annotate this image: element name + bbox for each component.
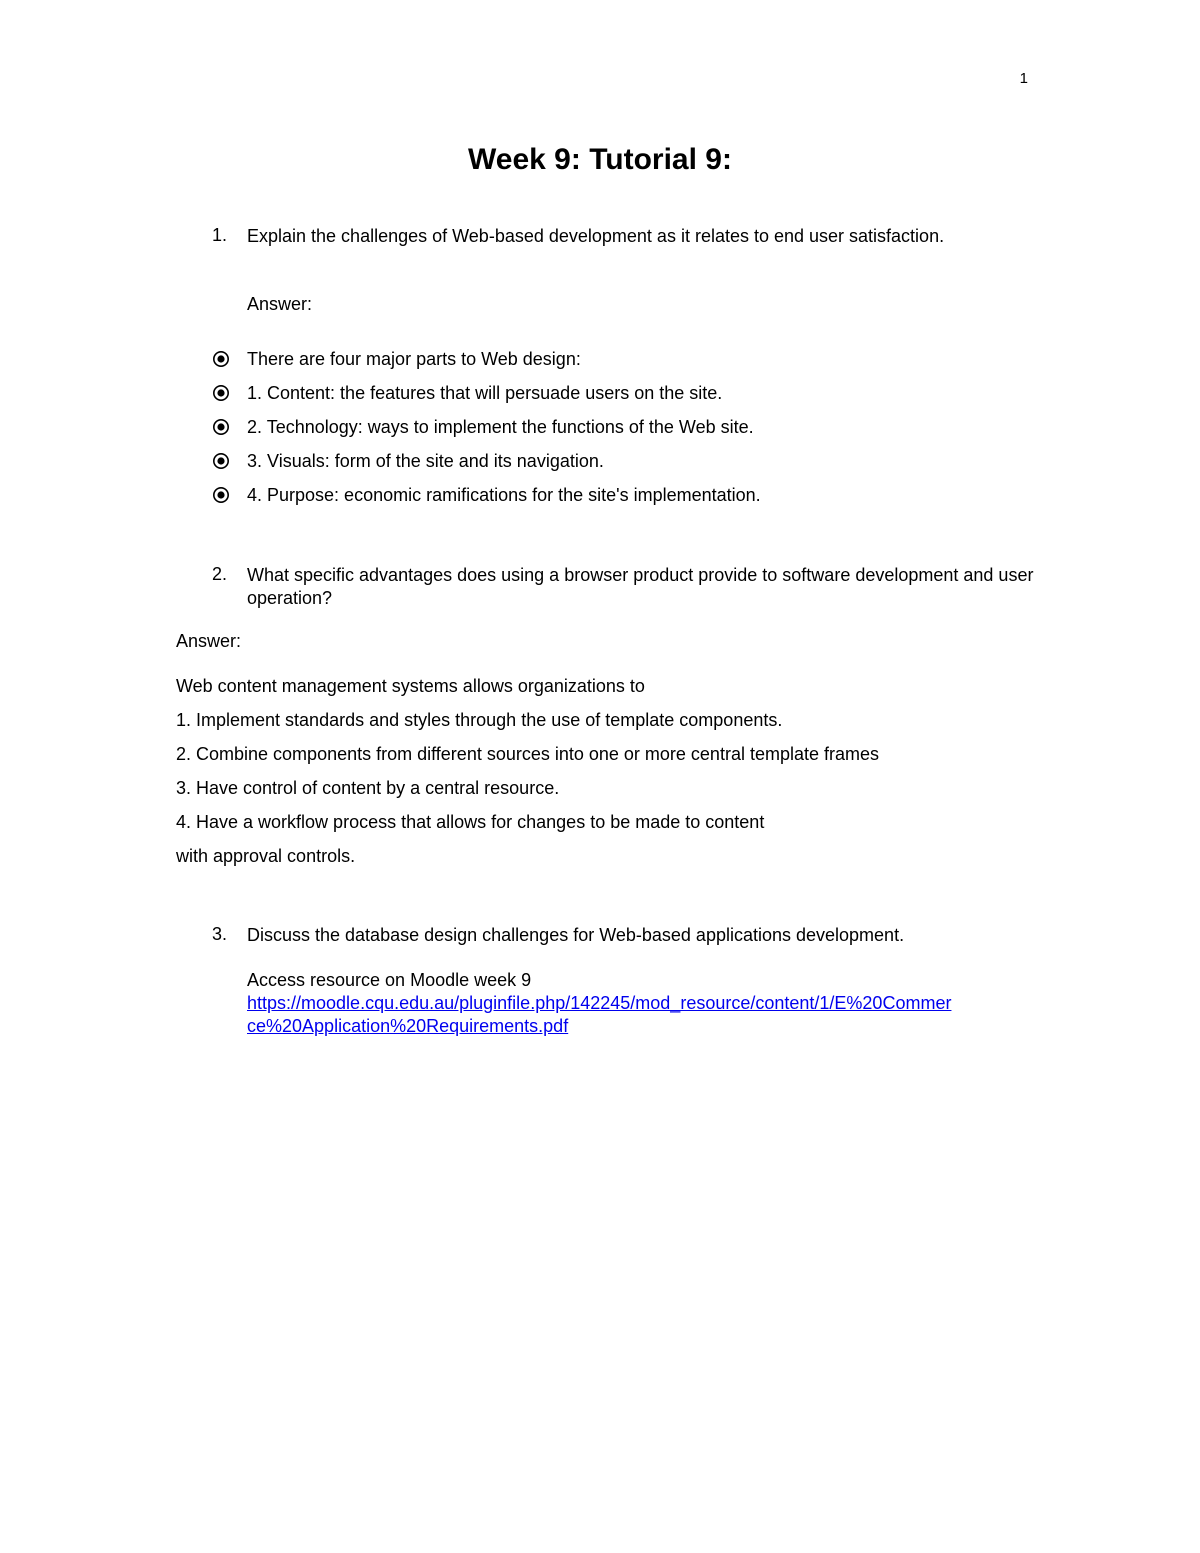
- question-1-bullet: 4. Purpose: economic ramifications for the site's implementation.: [247, 485, 761, 505]
- question-2-answer-line: with approval controls.: [176, 846, 356, 866]
- question-1-bullet: 3. Visuals: form of the site and its navigation.: [247, 451, 604, 471]
- question-2-answer-line: 3. Have control of content by a central resource.: [176, 778, 560, 798]
- question-2-answer-line: 4. Have a workflow process that allows for changes to be made to content: [176, 812, 765, 832]
- resource-text: Access resource on Moodle week 9: [247, 970, 532, 990]
- question-2-answer-line: 2. Combine components from different sources into one or more central template frames: [176, 744, 880, 764]
- circled-dot-icon: [212, 452, 230, 470]
- question-3-number: 3.: [212, 924, 228, 944]
- page-title: Week 9: Tutorial 9:: [468, 143, 732, 176]
- resource-link-continued[interactable]: ce%20Application%20Requirements.pdf: [247, 1016, 569, 1036]
- question-1-bullet: 2. Technology: ways to implement the functions of the Web site.: [247, 417, 754, 437]
- question-3-text: Discuss the database design challenges for Web-based applications development.: [247, 925, 905, 945]
- circled-dot-icon: [212, 486, 230, 504]
- question-2-answer-line: Web content management systems allows organizations to: [176, 676, 645, 696]
- question-1-text: Explain the challenges of Web-based development as it relates to end user satisfaction.: [247, 226, 945, 246]
- circled-dot-icon: [212, 350, 230, 368]
- question-2-answer-line: 1. Implement standards and styles through the use of template components.: [176, 710, 783, 730]
- question-2-answer-label: Answer:: [176, 631, 242, 651]
- question-1-bullet: 1. Content: the features that will persuade users on the site.: [247, 383, 723, 403]
- circled-dot-icon: [212, 418, 230, 436]
- page-number: 1: [1019, 70, 1028, 87]
- question-2-text: What specific advantages does using a browser product provide to software development and user operation?: [247, 565, 1034, 608]
- resource-link[interactable]: https://moodle.cqu.edu.au/pluginfile.php/142245/mod_resource/content/1/E%20Commer: [247, 993, 952, 1013]
- question-2-number: 2.: [212, 564, 228, 584]
- question-1-answer-label: Answer:: [247, 294, 313, 314]
- question-1-bullet: There are four major parts to Web design:: [247, 349, 581, 369]
- question-1-number: 1.: [212, 225, 228, 245]
- circled-dot-icon: [212, 384, 230, 402]
